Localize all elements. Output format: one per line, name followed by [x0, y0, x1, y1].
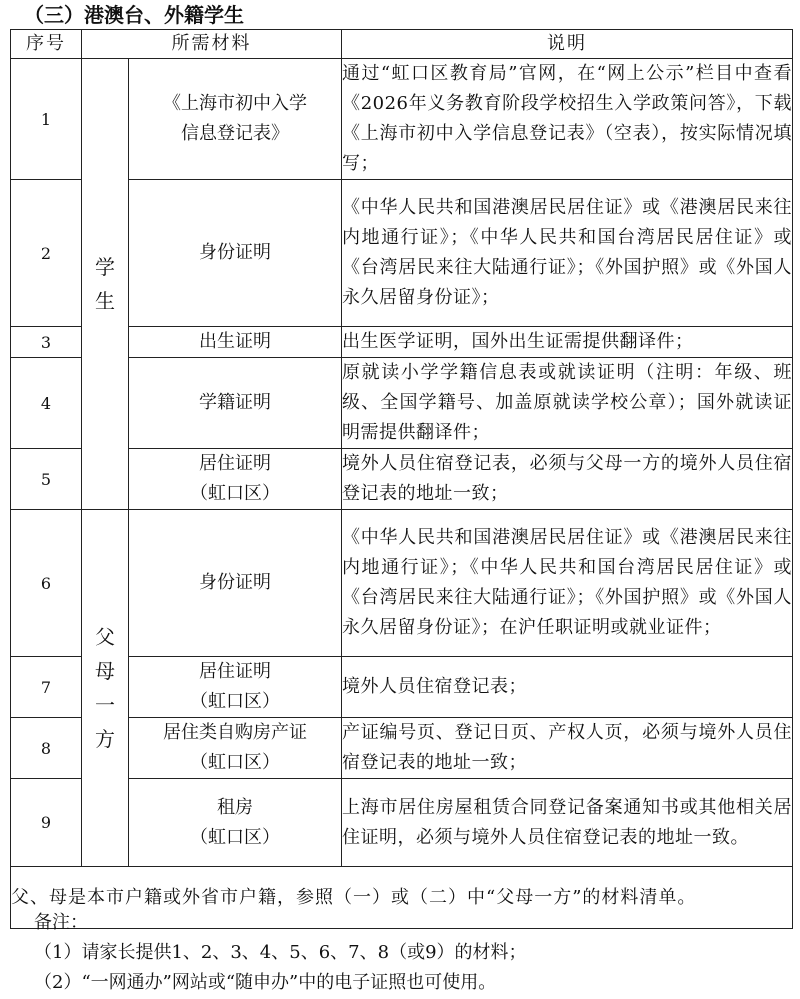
- header-material: 所需材料: [82, 30, 342, 59]
- material-cell: 身份证明: [129, 510, 342, 657]
- table-row: [11, 657, 793, 718]
- group-student: 学 生: [82, 59, 129, 510]
- row-number: 8: [11, 718, 82, 779]
- description-cell: 《中华人民共和国港澳居民居住证》或《港澳居民来往内地通行证》；《中华人民共和国台湾居民居住证》或《台湾居民来往大陆通行证》；《外国护照》或《外国人永久居留身份证》；在沪任职证明或就业证件；: [342, 510, 793, 657]
- description-cell: 出生医学证明，国外出生证需提供翻译件；: [342, 327, 793, 358]
- row-number: 3: [11, 327, 82, 358]
- material-cell: 居住证明 （虹口区）: [129, 449, 342, 510]
- row-number: 5: [11, 449, 82, 510]
- table-row: [11, 449, 793, 510]
- remarks: [34, 908, 527, 998]
- material-cell: 《上海市初中入学 信息登记表》: [129, 59, 342, 180]
- group-parent: 父 母 一 方: [82, 510, 129, 867]
- table-row: [11, 779, 793, 867]
- description-cell: 产证编号页、登记日页、产权人页，必须与境外人员住宿登记表的地址一致；: [342, 718, 793, 779]
- description-cell: 上海市居住房屋租赁合同登记备案通知书或其他相关居住证明，必须与境外人员住宿登记表的地址一致。: [342, 779, 793, 867]
- description-cell: 境外人员住宿登记表；: [342, 657, 793, 718]
- row-number: 2: [11, 180, 82, 327]
- row-number: 7: [11, 657, 82, 718]
- remark-item: （2）“一网通办”网站或“随申办”中的电子证照也可使用。: [34, 972, 497, 993]
- remark-item: （1）请家长提供1、2、3、4、5、6、7、8（或9）的材料；: [34, 942, 527, 963]
- table-row: [11, 59, 793, 180]
- row-number: 6: [11, 510, 82, 657]
- table-row: [11, 510, 793, 657]
- material-cell: 租房 （虹口区）: [129, 779, 342, 867]
- material-cell: 居住类自购房产证 （虹口区）: [129, 718, 342, 779]
- material-cell: 学籍证明: [129, 358, 342, 449]
- description-cell: 境外人员住宿登记表，必须与父母一方的境外人员住宿登记表的地址一致；: [342, 449, 793, 510]
- row-number: 4: [11, 358, 82, 449]
- row-number: 9: [11, 779, 82, 867]
- description-cell: 原就读小学学籍信息表或就读证明（注明：年级、班级、全国学籍号、加盖原就读学校公章）；国外就读证明需提供翻译件；: [342, 358, 793, 449]
- description-cell: 《中华人民共和国港澳居民居住证》或《港澳居民来往内地通行证》；《中华人民共和国台湾居民居住证》或《台湾居民来往大陆通行证》；《外国护照》或《外国人永久居留身份证》；: [342, 180, 793, 327]
- material-cell: 居住证明 （虹口区）: [129, 657, 342, 718]
- table-row: [11, 718, 793, 779]
- header-no: 序号: [11, 30, 82, 59]
- material-cell: 出生证明: [129, 327, 342, 358]
- table-row: [11, 180, 793, 327]
- table-row: [11, 358, 793, 449]
- section-title: （三）港澳台、外籍学生: [24, 3, 244, 27]
- material-cell: 身份证明: [129, 180, 342, 327]
- description-cell: 通过“虹口区教育局”官网，在“网上公示”栏目中查看《2026年义务教育阶段学校招生入学政策问答》，下载《上海市初中入学信息登记表》（空表），按实际情况填写；: [342, 59, 793, 180]
- header-description: 说明: [342, 30, 793, 59]
- row-number: 1: [11, 59, 82, 180]
- remarks-title: 备注：: [34, 912, 88, 933]
- footer-note: 父、母是本市户籍或外省市户籍，参照（一）或（二）中“父母一方”的材料清单。: [11, 867, 793, 929]
- materials-table: [10, 29, 793, 929]
- table-header-row: [11, 30, 793, 59]
- table-row: [11, 327, 793, 358]
